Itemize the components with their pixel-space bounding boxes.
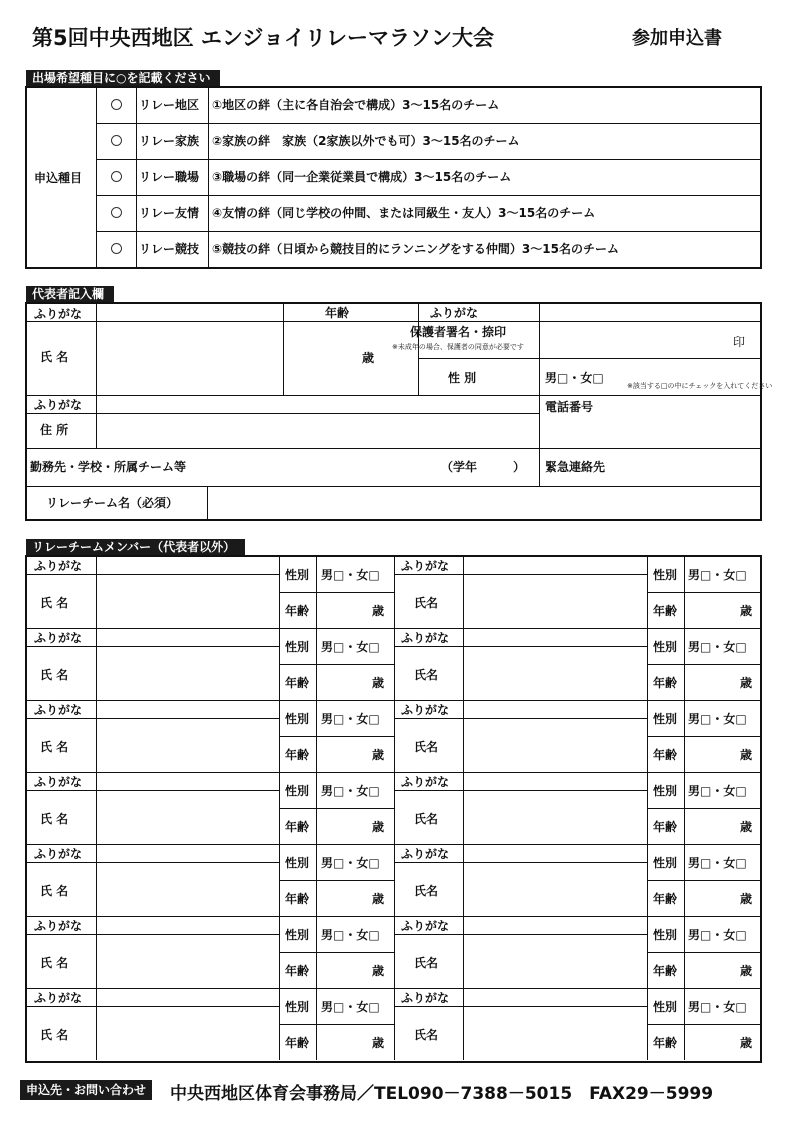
member-right-gender-options[interactable]: 男□・女□ [688, 568, 747, 582]
team-name-label: リレーチーム名（必須） [46, 496, 179, 510]
section-event-selection-label: 出場希望種目に○を記載ください [26, 70, 220, 86]
member-left-gender-options[interactable]: 男□・女□ [321, 928, 380, 942]
member-left-gender-options[interactable]: 男□・女□ [321, 856, 380, 870]
member-right-gender-label: 性別 [653, 1000, 678, 1014]
rep-phone-label: 電話番号 [545, 400, 594, 414]
event-desc-3: ③職場の絆（同一企業従業員で構成）3～15名のチーム [212, 170, 512, 184]
representative-box [25, 302, 762, 521]
member-right-name-label: 氏名 [414, 596, 439, 610]
rep-age-unit: 歳 [362, 351, 375, 365]
event-desc-2: ②家族の絆 家族（2家族以外でも可）3～15名のチーム [212, 134, 520, 148]
event-radio-5[interactable] [111, 243, 122, 254]
member-right-gender-label: 性別 [653, 568, 678, 582]
event-desc-5: ⑤競技の絆（日頃から競技目的にランニングをする仲間）3～15名のチーム [212, 242, 619, 256]
member-right-age-unit: 歳 [740, 748, 753, 762]
member-left-age-unit: 歳 [372, 820, 385, 834]
footer-contact-text: 中央西地区体育会事務局／TEL090－7388－5015 FAX29－5999 [170, 1084, 714, 1104]
event-radio-4[interactable] [111, 207, 122, 218]
member-left-age-unit: 歳 [372, 892, 385, 906]
member-left-gender-label: 性別 [285, 856, 310, 870]
member-left-gender-options[interactable]: 男□・女□ [321, 712, 380, 726]
member-right-name-label: 氏名 [414, 1028, 439, 1042]
member-right-name-label: 氏名 [414, 884, 439, 898]
member-left-age-label: 年齢 [285, 604, 310, 618]
event-radio-1[interactable] [111, 99, 122, 110]
rep-furigana2-label: ふりがな [34, 398, 83, 412]
member-right-gender-options[interactable]: 男□・女□ [688, 856, 747, 870]
rep-age-label: 年齢 [325, 306, 350, 320]
member-left-gender-label: 性別 [285, 1000, 310, 1014]
member-right-age-label: 年齢 [653, 1036, 678, 1050]
form-title: 第5回中央西地区 エンジョイリレーマラソン大会 [32, 26, 494, 50]
member-left-gender-label: 性別 [285, 928, 310, 942]
section-members-label: リレーチームメンバー（代表者以外） [26, 539, 245, 555]
member-left-gender-options[interactable]: 男□・女□ [321, 568, 380, 582]
member-right-age-unit: 歳 [740, 964, 753, 978]
member-left-furigana-label: ふりがな [34, 775, 83, 789]
member-right-gender-label: 性別 [653, 856, 678, 870]
form-header [32, 20, 762, 52]
gender-note: ※該当する□の中にチェックを入れてください [627, 382, 773, 390]
member-left-age-label: 年齢 [285, 964, 310, 978]
member-right-gender-options[interactable]: 男□・女□ [688, 928, 747, 942]
member-left-age-unit: 歳 [372, 676, 385, 690]
member-left-name-label: 氏 名 [40, 668, 69, 682]
member-left-age-unit: 歳 [372, 1036, 385, 1050]
guardian-furigana-label: ふりがな [430, 306, 479, 320]
rep-gender-label: 性 別 [448, 371, 477, 385]
member-left-name-label: 氏 名 [40, 812, 69, 826]
member-right-gender-options[interactable]: 男□・女□ [688, 1000, 747, 1014]
event-radio-2[interactable] [111, 135, 122, 146]
event-row-header: 申込種目 [34, 171, 83, 185]
event-name-2: リレー家族 [139, 134, 200, 148]
member-left-age-unit: 歳 [372, 604, 385, 618]
member-right-gender-options[interactable]: 男□・女□ [688, 784, 747, 798]
member-left-gender-label: 性別 [285, 712, 310, 726]
member-right-gender-label: 性別 [653, 712, 678, 726]
member-left-age-label: 年齢 [285, 820, 310, 834]
member-right-furigana-label: ふりがな [401, 631, 450, 645]
member-right-age-label: 年齢 [653, 892, 678, 906]
member-right-gender-label: 性別 [653, 784, 678, 798]
event-name-4: リレー友情 [139, 206, 200, 220]
member-right-name-label: 氏名 [414, 740, 439, 754]
member-left-gender-options[interactable]: 男□・女□ [321, 640, 380, 654]
member-right-name-label: 氏名 [414, 956, 439, 970]
member-right-age-label: 年齢 [653, 964, 678, 978]
member-right-age-unit: 歳 [740, 820, 753, 834]
member-right-furigana-label: ふりがな [401, 775, 450, 789]
member-left-gender-label: 性別 [285, 568, 310, 582]
member-left-furigana-label: ふりがな [34, 559, 83, 573]
member-left-furigana-label: ふりがな [34, 919, 83, 933]
event-name-3: リレー職場 [139, 170, 200, 184]
member-left-furigana-label: ふりがな [34, 991, 83, 1005]
rep-workplace-label: 勤務先・学校・所属チーム等 [30, 460, 187, 474]
guardian-note: ※未成年の場合、保護者の同意が必要です [392, 343, 524, 351]
member-right-age-label: 年齢 [653, 748, 678, 762]
member-left-furigana-label: ふりがな [34, 847, 83, 861]
member-left-name-label: 氏 名 [40, 1028, 69, 1042]
event-name-1: リレー地区 [139, 98, 200, 112]
member-left-gender-options[interactable]: 男□・女□ [321, 784, 380, 798]
member-right-furigana-label: ふりがな [401, 919, 450, 933]
member-right-name-label: 氏名 [414, 812, 439, 826]
member-left-name-label: 氏 名 [40, 956, 69, 970]
event-name-5: リレー競技 [139, 242, 200, 256]
footer-contact-label: 申込先・お問い合わせ [20, 1080, 152, 1100]
member-right-furigana-label: ふりがな [401, 703, 450, 717]
member-right-furigana-label: ふりがな [401, 847, 450, 861]
member-right-gender-options[interactable]: 男□・女□ [688, 712, 747, 726]
member-left-gender-options[interactable]: 男□・女□ [321, 1000, 380, 1014]
event-radio-3[interactable] [111, 171, 122, 182]
form-subtitle: 参加申込書 [632, 28, 722, 49]
member-left-age-unit: 歳 [372, 748, 385, 762]
member-right-age-unit: 歳 [740, 1036, 753, 1050]
rep-emergency-label: 緊急連絡先 [545, 460, 606, 474]
member-right-name-label: 氏名 [414, 668, 439, 682]
member-left-gender-label: 性別 [285, 784, 310, 798]
member-left-age-label: 年齢 [285, 892, 310, 906]
member-right-age-label: 年齢 [653, 676, 678, 690]
member-right-age-unit: 歳 [740, 892, 753, 906]
event-desc-4: ④友情の絆（同じ学校の仲間、または同級生・友人）3～15名のチーム [212, 206, 596, 220]
member-right-age-unit: 歳 [740, 604, 753, 618]
member-left-furigana-label: ふりがな [34, 703, 83, 717]
member-left-furigana-label: ふりがな [34, 631, 83, 645]
member-right-gender-label: 性別 [653, 640, 678, 654]
member-left-age-unit: 歳 [372, 964, 385, 978]
member-left-name-label: 氏 名 [40, 596, 69, 610]
rep-address-label: 住 所 [40, 423, 69, 437]
member-right-gender-options[interactable]: 男□・女□ [688, 640, 747, 654]
member-right-age-unit: 歳 [740, 676, 753, 690]
member-right-furigana-label: ふりがな [401, 991, 450, 1005]
member-left-gender-label: 性別 [285, 640, 310, 654]
member-right-gender-label: 性別 [653, 928, 678, 942]
member-left-name-label: 氏 名 [40, 884, 69, 898]
member-right-age-label: 年齢 [653, 604, 678, 618]
member-right-age-label: 年齢 [653, 820, 678, 834]
member-left-age-label: 年齢 [285, 748, 310, 762]
rep-furigana-label: ふりがな [34, 307, 83, 321]
seal-mark: 印 [733, 335, 746, 349]
rep-grade-label: （学年 ） [441, 460, 526, 474]
section-representative-label: 代表者記入欄 [26, 286, 114, 302]
member-left-age-label: 年齢 [285, 1036, 310, 1050]
rep-gender-options[interactable]: 男□・女□ [545, 371, 604, 385]
member-left-name-label: 氏 名 [40, 740, 69, 754]
rep-name-label: 氏 名 [40, 350, 69, 364]
member-left-age-label: 年齢 [285, 676, 310, 690]
guardian-label: 保護者署名・捺印 [410, 325, 507, 339]
event-desc-1: ①地区の絆（主に各自治会で構成）3～15名のチーム [212, 98, 500, 112]
member-right-furigana-label: ふりがな [401, 559, 450, 573]
